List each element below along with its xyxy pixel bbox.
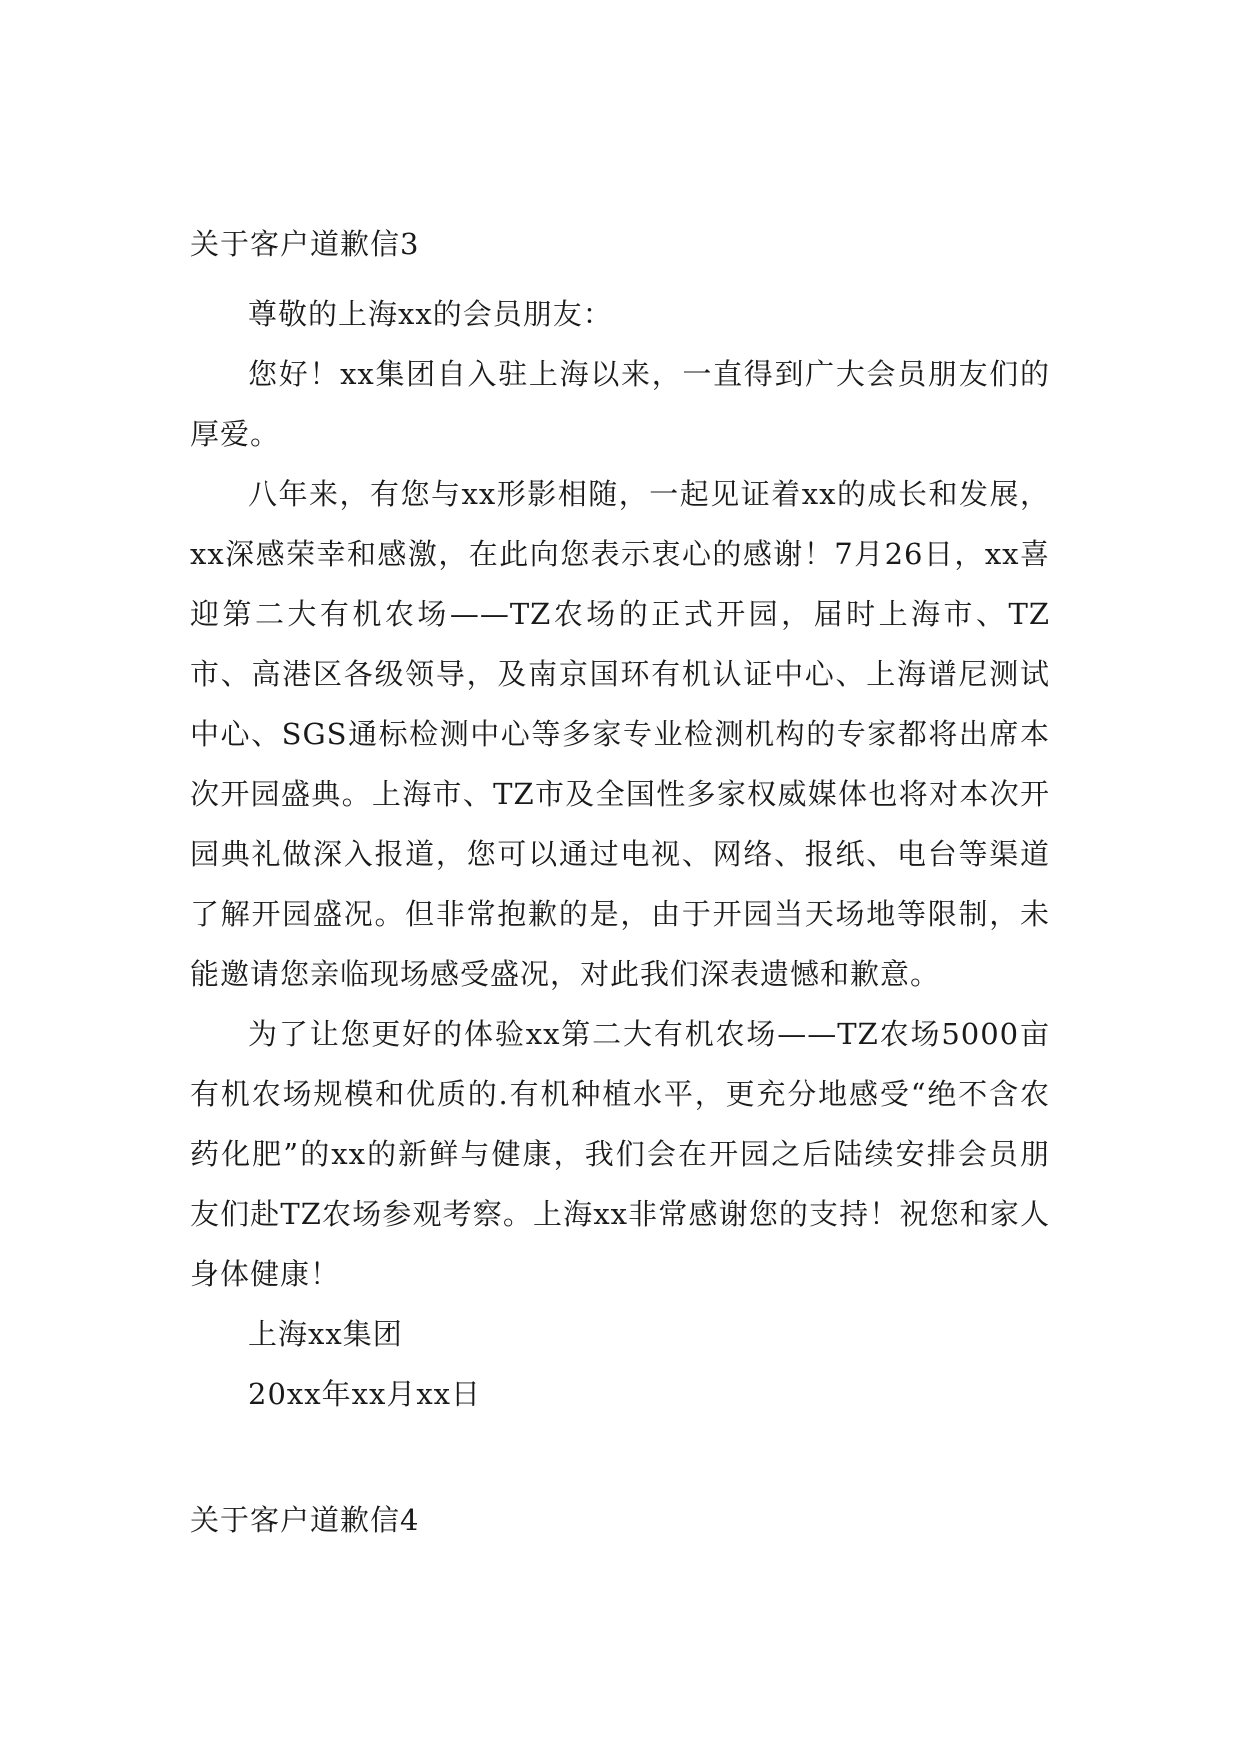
paragraph-greeting: 您好！xx集团自入驻上海以来，一直得到广大会员朋友们的厚爱。: [190, 357, 1050, 451]
letter-4-title: 关于客户道歉信4: [190, 1503, 420, 1537]
salutation: 尊敬的上海xx的会员朋友：: [248, 297, 613, 331]
date: 20xx年xx月xx日: [248, 1377, 482, 1411]
letter-3-body: [190, 284, 1050, 1424]
letter-3-title: 关于客户道歉信3: [190, 227, 420, 261]
paragraph-visit-arrangement: 为了让您更好的体验xx第二大有机农场——TZ农场5000亩有机农场规模和优质的.有机种植水平，更充分地感受“绝不含农药化肥”的xx的新鲜与健康，我们会在开园之后陆续安排会员朋友们赴TZ农场参观考察。上海xx非常感谢您的支持！祝您和家人身体健康！: [190, 1017, 1050, 1291]
paragraph-opening-announcement: 八年来，有您与xx形影相随，一起见证着xx的成长和发展，xx深感荣幸和感激，在此向您表示衷心的感谢！7月26日，xx喜迎第二大有机农场——TZ农场的正式开园，届时上海市、TZ市、高港区各级领导，及南京国环有机认证中心、上海谱尼测试中心、SGS通标检测中心等多家专业检测机构的专家都将出席本次开园盛典。上海市、TZ市及全国性多家权威媒体也将对本次开园典礼做深入报道，您可以通过电视、网络、报纸、电台等渠道了解开园盛况。但非常抱歉的是，由于开园当天场地等限制，未能邀请您亲临现场感受盛况，对此我们深表遗憾和歉意。: [190, 477, 1050, 991]
signature: 上海xx集团: [248, 1317, 403, 1351]
